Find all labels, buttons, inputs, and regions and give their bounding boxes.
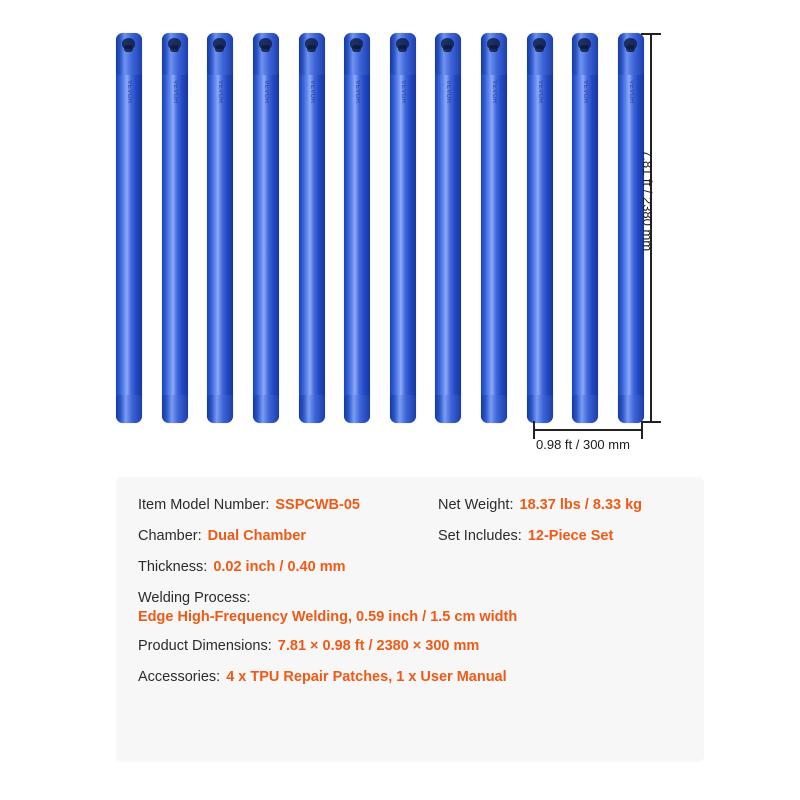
spec-item-net-weight	[438, 497, 642, 513]
tube-item	[481, 33, 507, 423]
brand-mark: VEVOR	[217, 80, 224, 104]
tube-foot	[162, 395, 188, 423]
spec-item-product-dimensions	[138, 638, 479, 654]
spec-value-set-includes: 12-Piece Set	[527, 528, 614, 544]
valve-cap-icon	[124, 45, 133, 52]
spec-item-accessories	[138, 669, 507, 685]
tube-foot	[390, 395, 416, 423]
tube-item	[162, 33, 188, 423]
tube-foot	[481, 395, 507, 423]
tube-group	[116, 33, 644, 423]
brand-mark: VEVOR	[445, 80, 452, 104]
brand-mark: VEVOR	[627, 80, 634, 104]
tube-item	[390, 33, 416, 423]
tube-item	[116, 33, 142, 423]
dimension-tick-bottom	[641, 421, 661, 423]
spec-label-welding: Welding Process:	[138, 590, 251, 606]
valve-cap-icon	[535, 45, 544, 52]
tube-foot	[116, 395, 142, 423]
dimension-tick-right	[641, 421, 643, 439]
valve-cap-icon	[170, 45, 179, 52]
tube-item	[572, 33, 598, 423]
valve-cap-icon	[307, 45, 316, 52]
spec-value-product-dimensions: 7.81 × 0.98 ft / 2380 × 300 mm	[277, 638, 480, 654]
spec-row-thickness	[138, 559, 682, 575]
brand-mark: VEVOR	[399, 80, 406, 104]
valve-cap-icon	[215, 45, 224, 52]
tube-foot	[207, 395, 233, 423]
tube-foot	[618, 395, 644, 423]
tube-item	[207, 33, 233, 423]
spec-row-chamber-set	[138, 528, 682, 544]
valve-cap-icon	[261, 45, 270, 52]
tube-foot	[572, 395, 598, 423]
spec-label-chamber: Chamber:	[138, 528, 202, 544]
brand-mark: VEVOR	[171, 80, 178, 104]
brand-mark: VEVOR	[536, 80, 543, 104]
tube-foot	[527, 395, 553, 423]
spec-item-set-includes	[438, 528, 613, 544]
spec-row-accessories	[138, 669, 682, 685]
tube-foot	[299, 395, 325, 423]
brand-mark: VEVOR	[262, 80, 269, 104]
tube-item	[435, 33, 461, 423]
specification-panel	[116, 477, 704, 762]
spec-value-net-weight: 18.37 lbs / 8.33 kg	[519, 497, 643, 513]
spec-item-chamber	[138, 528, 438, 544]
spec-row-product-dimensions	[138, 638, 682, 654]
spec-item-thickness	[138, 559, 346, 575]
spec-value-accessories: 4 x TPU Repair Patches, 1 x User Manual	[226, 669, 507, 685]
spec-value-welding: Edge High-Frequency Welding, 0.59 inch / 1.5 cm width	[138, 609, 518, 625]
spec-label-thickness: Thickness:	[138, 559, 208, 575]
brand-mark: VEVOR	[491, 80, 497, 104]
valve-cap-icon	[443, 45, 452, 52]
spec-label-accessories: Accessories:	[138, 669, 221, 685]
brand-mark: VEVOR	[308, 80, 315, 104]
valve-cap-icon	[352, 45, 361, 52]
valve-cap-icon	[489, 45, 498, 52]
tube-item	[299, 33, 325, 423]
spec-label-product-dimensions: Product Dimensions:	[138, 638, 272, 654]
tube-foot	[344, 395, 370, 423]
spec-label-net-weight: Net Weight:	[438, 497, 514, 513]
spec-value-thickness: 0.02 inch / 0.40 mm	[213, 559, 346, 575]
spec-value-model: SSPCWB-05	[275, 497, 360, 513]
spec-item-model	[138, 497, 438, 513]
valve-cap-icon	[580, 45, 589, 52]
valve-cap-icon	[398, 45, 407, 52]
valve-cap-icon	[626, 45, 635, 52]
brand-mark: VEVOR	[354, 80, 361, 104]
dimension-label-width: 0.98 ft / 300 mm	[536, 437, 630, 452]
spec-row-model-weight	[138, 497, 682, 513]
tube-item	[527, 33, 553, 423]
dimension-line-horizontal	[533, 429, 643, 431]
tube-item	[344, 33, 370, 423]
brand-mark: VEVOR	[126, 80, 132, 104]
spec-row-welding	[138, 590, 682, 625]
tube-item	[253, 33, 279, 423]
brand-mark: VEVOR	[582, 80, 589, 104]
spec-value-chamber: Dual Chamber	[207, 528, 306, 544]
spec-label-model: Item Model Number:	[138, 497, 270, 513]
tube-foot	[253, 395, 279, 423]
tube-foot	[435, 395, 461, 423]
dimension-label-height: 7.81 ft / 2380 mm	[640, 150, 655, 252]
spec-label-set-includes: Set Includes:	[438, 528, 522, 544]
